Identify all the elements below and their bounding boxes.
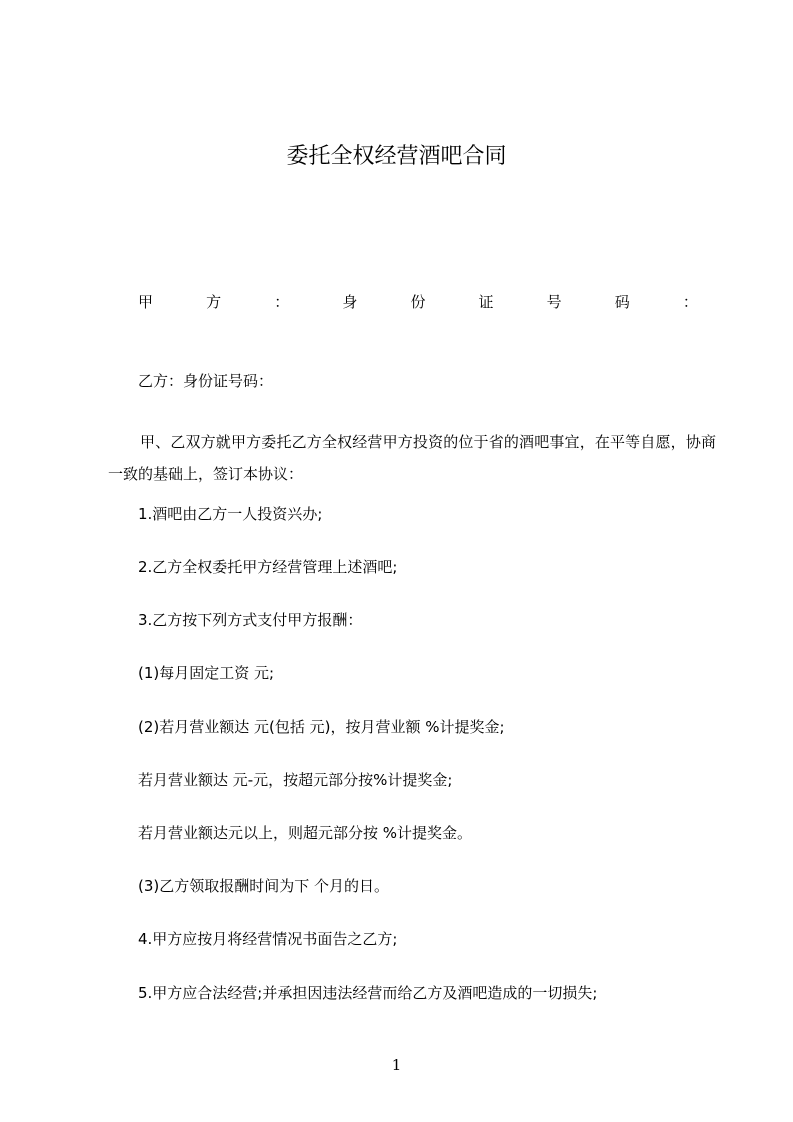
clause: 2.乙方全权委托甲方经营管理上述酒吧; [138, 558, 398, 576]
clause: (2)若月营业额达 元(包括 元)，按月营业额 %计提奖金; [138, 718, 505, 736]
party-a-char: 证 [478, 293, 494, 311]
clause: 若月营业额达 元-元，按超元部分按%计提奖金; [138, 771, 453, 789]
clause: 1.酒吧由乙方一人投资兴办; [138, 505, 323, 523]
party-b-line: 乙方：身份证号码： [138, 372, 274, 390]
party-a-char: 号 [546, 293, 562, 311]
clause: 3.乙方按下列方式支付甲方报酬： [138, 611, 363, 629]
party-a-char: ： [682, 293, 698, 311]
document-title: 委托全权经营酒吧合同 [286, 144, 507, 169]
clause: (1)每月固定工资 元; [138, 664, 275, 682]
party-a-char: ： [274, 293, 290, 311]
page-number: 1 [391, 1056, 402, 1074]
party-a-char: 方 [206, 293, 222, 311]
clause: 若月营业额达元以上，则超元部分按 %计提奖金。 [138, 824, 473, 842]
clause: 5.甲方应合法经营;并承担因违法经营而给乙方及酒吧造成的一切损失; [138, 984, 598, 1002]
party-a-char: 身 [342, 293, 358, 311]
party-a-char: 甲 [138, 293, 154, 311]
party-a-char: 份 [410, 293, 426, 311]
intro-paragraph: 甲、乙双方就甲方委托乙方全权经营甲方投资的位于省的酒吧事宜，在平等自愿，协商一致的基础上，签订本协议： [108, 433, 716, 483]
clause: (3)乙方领取报酬时间为下 个月的日。 [138, 877, 390, 895]
clause: 4.甲方应按月将经营情况书面告之乙方; [138, 930, 398, 948]
party-a-char: 码 [614, 293, 630, 311]
party-a-line [138, 291, 698, 313]
